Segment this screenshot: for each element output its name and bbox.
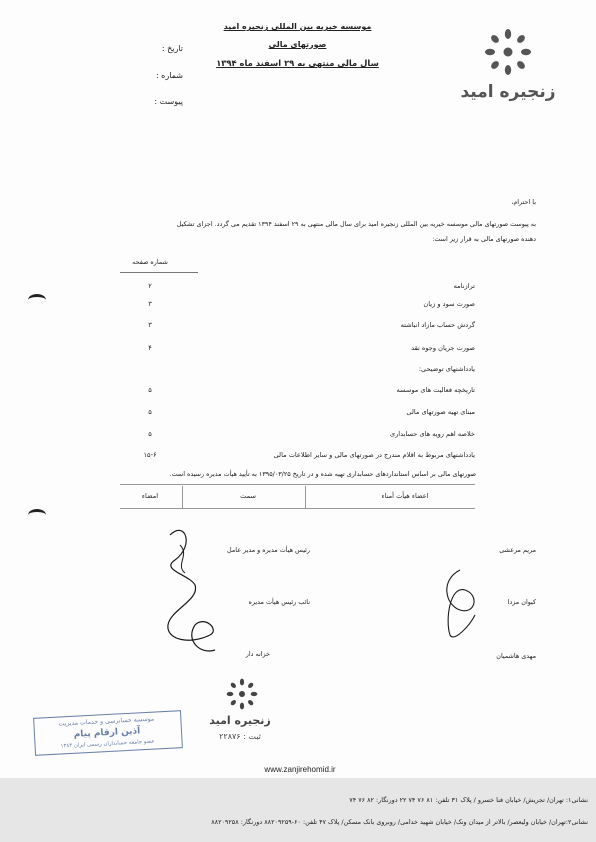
stamp-line: آذین ارقام پیام	[73, 726, 141, 740]
toc-label: گردش حساب مازاد انباشته	[400, 321, 475, 329]
punch-hole-mark	[28, 509, 46, 521]
handwritten-signature-icon	[430, 565, 490, 645]
intro-line-2: دهنده صورتهای مالی به قرار زیر است:	[432, 235, 536, 243]
toc-row	[120, 451, 475, 463]
toc-page: ۵	[148, 386, 152, 394]
page-number-header: شماره صفحه	[132, 258, 168, 266]
signatory-role: نائب رئیس هیأت مدیره	[248, 598, 310, 606]
attachment-label: پیوست :	[154, 97, 183, 106]
footer-address-2: نشانی۲:تهران/ خیابان ولیعصر/ بالاتر از میدان ونک/ خیابان شهید خدامی/ روبروی بانک مسکن/ پلاک ۴۷ تلفن: ۶۰-۸۸۲۰۹۲۵۹ دورنگار: ۸۸۲۰۹۲۵۸	[211, 818, 588, 826]
toc-label: تاریخچه فعالیت های موسسه	[396, 386, 475, 394]
toc-label: یادداشتهای مربوط به اقلام مندرج در صورتهای مالی و سایر اطلاعات مالی	[273, 451, 475, 459]
toc-label: خلاصه اهم رویه های حسابداری	[389, 430, 475, 438]
date-label: تاریخ :	[161, 44, 183, 53]
signatory-role: خزانه دار	[245, 650, 270, 658]
toc-label: ترازنامه	[453, 282, 475, 290]
toc-row	[120, 386, 475, 398]
sun-logo-icon	[222, 674, 262, 714]
seal-name: زنجیره امید	[209, 714, 271, 727]
signatory-name: کیوان مزدا	[507, 598, 536, 606]
column-divider	[305, 486, 306, 508]
stamp-line: عضو جامعه حسابداران رسمی ایران ۱۳۸۴	[60, 738, 155, 750]
toc-page: ۳	[148, 300, 152, 308]
signature-table-header	[120, 486, 475, 508]
toc-row	[120, 430, 475, 442]
number-label: شماره :	[155, 71, 183, 80]
page-number-header-rule	[120, 272, 198, 273]
toc-label: صورت جریان وجوه نقد	[411, 344, 475, 352]
greeting: با احترام،	[511, 198, 536, 206]
toc-page: ۳	[148, 321, 152, 329]
approval-text: صورتهای مالی بر اساس استانداردهای حسابداری تهیه شده و در تاریخ ۱۳۹۵/۰۳/۲۵ به تأیید هیأت مدیره رسیده است.	[169, 470, 476, 478]
toc-page: ۱۵-۶	[143, 451, 157, 459]
toc-label: مبنای تهیه صورتهای مالی	[406, 408, 475, 416]
footer-bar	[0, 778, 596, 842]
signature-column-header: امضاء	[141, 492, 159, 500]
signatory-name: مریم مرعشی	[499, 546, 536, 554]
toc-page: ۴	[148, 344, 152, 352]
punch-hole-mark	[28, 294, 46, 306]
sun-logo-icon	[478, 22, 538, 82]
org-title: موسسه خیریه بین المللی زنجیره امید	[223, 22, 372, 31]
member-column-header: اعضاء هیأت أمناء	[381, 492, 429, 500]
seal-registration: ثبت : ۲۲۸۷۶	[219, 732, 261, 741]
footer-address-1: نشانی۱: تهران/ تجریش/ خیابان فنا خسرو / پلاک ۳۱ تلفن: ۸۱ ۷۶ ۷۴ ۲۲ دورنگار: ۸۲ ۷۶ ۷۴	[349, 796, 588, 804]
signature-table-top-rule	[120, 484, 475, 485]
signatory-name: مهدی هاشمیان	[496, 652, 536, 660]
toc-row	[120, 344, 475, 356]
toc-row	[120, 300, 475, 312]
handwritten-signature-icon	[150, 515, 230, 665]
toc-row	[120, 408, 475, 420]
position-column-header: سمت	[240, 492, 256, 500]
auditor-stamp	[33, 710, 183, 756]
toc-row	[120, 282, 475, 294]
toc-label: صورت سود و زیان	[423, 300, 475, 308]
intro-line-1: به پیوست صورتهای مالی موسسه خیریه بین المللی زنجیره امید برای سال مالی منتهی به ۲۹ اسفند ۱۳۹۴ تقدیم می گردد. اجزای تشکیل	[176, 220, 536, 228]
signature-table-bottom-rule	[120, 508, 475, 509]
doc-title: صورتهای مالی	[268, 40, 327, 49]
website-link[interactable]: www.zanjirehomid.ir	[264, 765, 336, 774]
toc-page: ۵	[148, 408, 152, 416]
column-divider	[182, 486, 183, 508]
period-title: سال مالی منتهی به ۲۹ اسفند ماه ۱۳۹۴	[216, 58, 379, 68]
toc-page: ۲	[148, 282, 152, 290]
toc-row	[120, 321, 475, 333]
toc-row	[120, 365, 475, 377]
signatory-role: رئیس هیأت مدیره و مدیر عامل	[227, 546, 310, 554]
logo-text: زنجیره امید	[460, 82, 556, 102]
toc-page: ۵	[148, 430, 152, 438]
stamp-line: موسسه حسابرسی و خدمات مدیریت	[58, 715, 155, 728]
toc-label: یادداشتهای توضیحی:	[418, 365, 475, 373]
